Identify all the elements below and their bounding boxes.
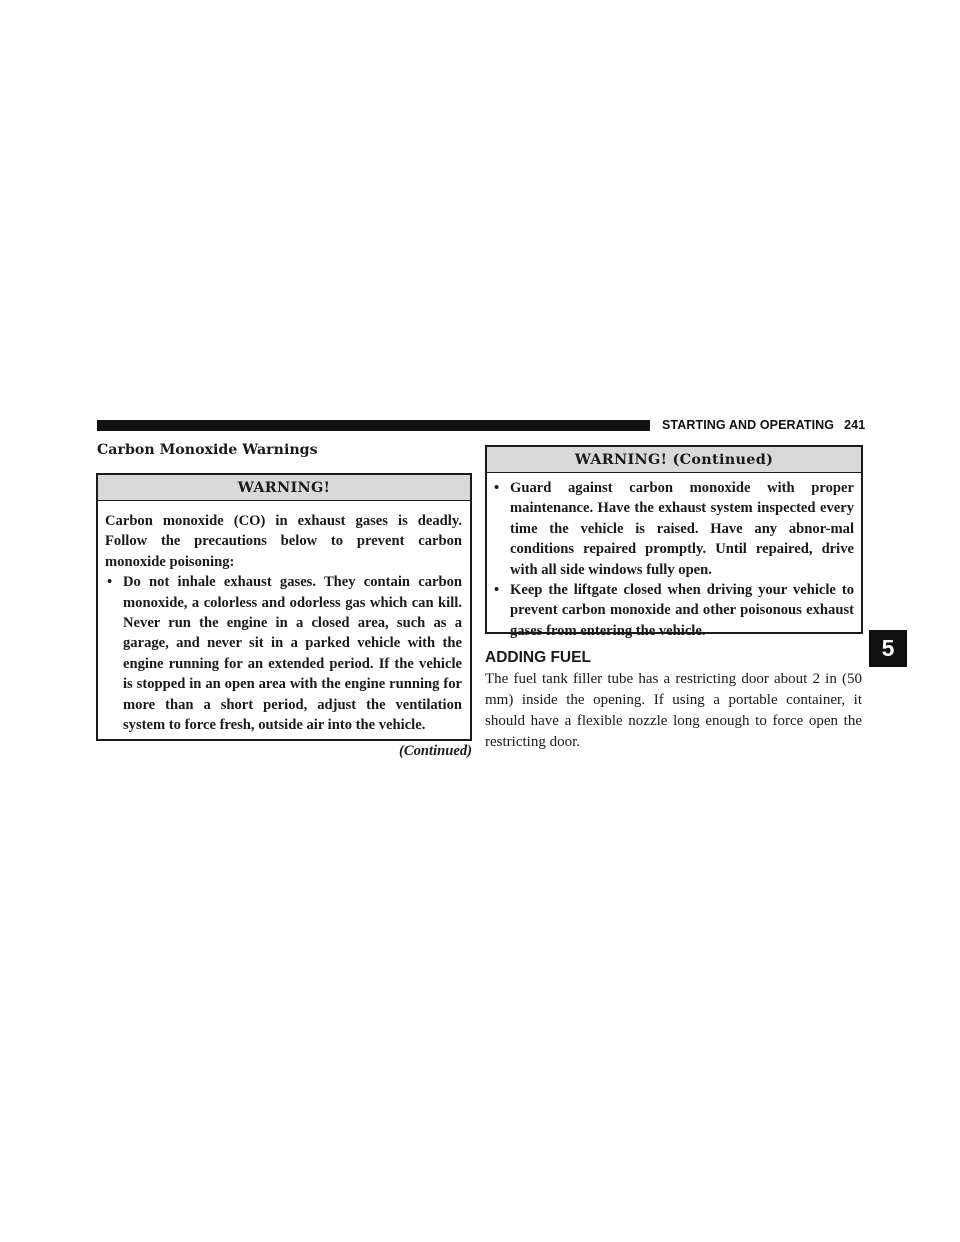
warning-continued-list [492,478,854,641]
warning-continued-body [487,473,861,641]
warning-item-text: Guard against carbon monoxide with proper maintenance. Have the exhaust system inspected every time the vehicle is raised. Have any abnor-mal conditions repaired promptly. Until repaired, drive with all side windows fully open. [510,480,854,578]
warning-item-text: Do not inhale exhaust gases. They contain carbon monoxide, a colorless and odorless gas which can kill. Never run the engine in a closed area, such as a garage, and never sit in a parked vehicle with the engine running for an extended period. If the vehicle is stopped in an open area with the engine running for more than a short period, adjust the ventilation system to force fresh, outside air into the vehicle. [123,574,462,734]
warning-title: WARNING! [98,475,470,501]
header-section-title: STARTING AND OPERATING [662,418,835,432]
warning-intro: Carbon monoxide (CO) in exhaust gases is deadly. Follow the precautions below to prevent carbon monoxide poisoning: [105,513,462,570]
continued-label: (Continued) [399,743,472,759]
warning-list-item [105,572,462,735]
section-heading-adding-fuel: ADDING FUEL [485,649,591,666]
warning-continued-title: WARNING! (Continued) [487,447,861,473]
bullet-icon: • [494,480,500,496]
running-header [662,418,865,432]
warning-item-text: Keep the liftgate closed when driving your vehicle to prevent carbon monoxide and other poisonous exhaust gases from entering the vehicle. [510,582,854,639]
chapter-tab: 5 [869,630,907,667]
warning-list-item [492,478,854,580]
bullet-icon: • [494,582,500,599]
warning-body [98,501,470,735]
adding-fuel-paragraph: The fuel tank filler tube has a restricting door about 2 in (50 mm) inside the opening. If using a portable container, it should have a flexible nozzle long enough to force open the restricting door. [485,671,862,750]
warning-list-item [492,580,854,641]
header-rule [97,420,650,431]
page-number: 241 [844,418,866,432]
bullet-icon: • [107,574,113,591]
warning-list [105,572,462,735]
warning-box [96,473,472,741]
warning-continued-box [485,445,863,639]
section-heading-carbon-monoxide: Carbon Monoxide Warnings [97,442,318,458]
